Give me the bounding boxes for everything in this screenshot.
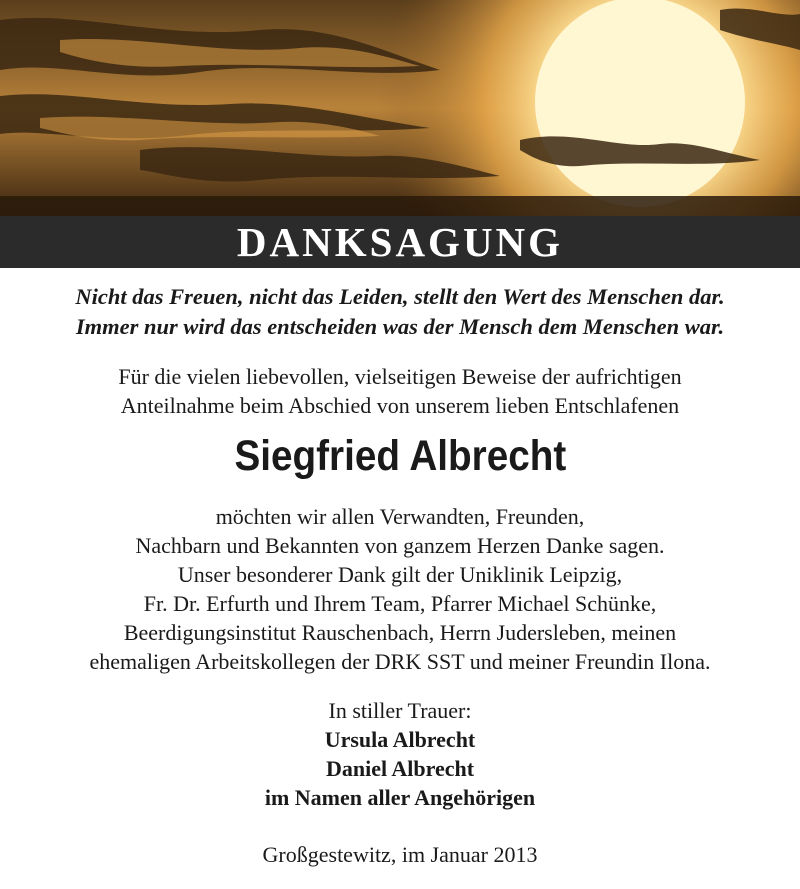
- sunset-illustration: [0, 0, 800, 216]
- thanks-line: Unser besonderer Dank gilt der Uniklinik Leipzig,: [177, 562, 623, 587]
- thanks-line: Beerdigungsinstitut Rauschenbach, Herrn Judersleben, meinen: [123, 620, 677, 645]
- signature-block: [0, 696, 800, 812]
- signature-name: im Namen aller Angehörigen: [264, 785, 536, 810]
- obituary-text: [0, 276, 800, 869]
- thanks-line: ehemaligen Arbeitskollegen der DRK SST und meiner Freundin Ilona.: [89, 649, 711, 674]
- thanks-line: Nachbarn und Bekannten von ganzem Herzen Danke sagen.: [135, 533, 665, 558]
- motto-line: Immer nur wird das entscheiden was der Mensch dem Menschen war.: [75, 314, 725, 339]
- thanks-line: Fr. Dr. Erfurth und Ihrem Team, Pfarrer Michael Schünke,: [143, 591, 657, 616]
- page-title: DANKSAGUNG: [236, 219, 564, 265]
- intro-line: Anteilnahme beim Abschied von unserem lieben Entschlafenen: [120, 393, 680, 418]
- thanks-line: möchten wir allen Verwandten, Freunden,: [215, 504, 585, 529]
- title-banner: [0, 216, 800, 268]
- intro-paragraph: [0, 362, 800, 420]
- deceased-name: Siegfried Albrecht: [234, 432, 566, 480]
- place-date: Großgestewitz, im Januar 2013: [262, 842, 538, 867]
- motto-quote: [0, 282, 800, 342]
- signature-name: Daniel Albrecht: [325, 756, 475, 781]
- motto-line: Nicht das Freuen, nicht das Leiden, stellt den Wert des Menschen dar.: [75, 284, 725, 309]
- intro-line: Für die vielen liebevollen, vielseitigen Beweise der aufrichtigen: [118, 364, 682, 389]
- sunset-image: [0, 0, 800, 216]
- signature-intro: In stiller Trauer:: [328, 698, 472, 723]
- sun-shape: [535, 0, 745, 207]
- signature-name: Ursula Albrecht: [324, 727, 476, 752]
- thanks-paragraph: [0, 502, 800, 676]
